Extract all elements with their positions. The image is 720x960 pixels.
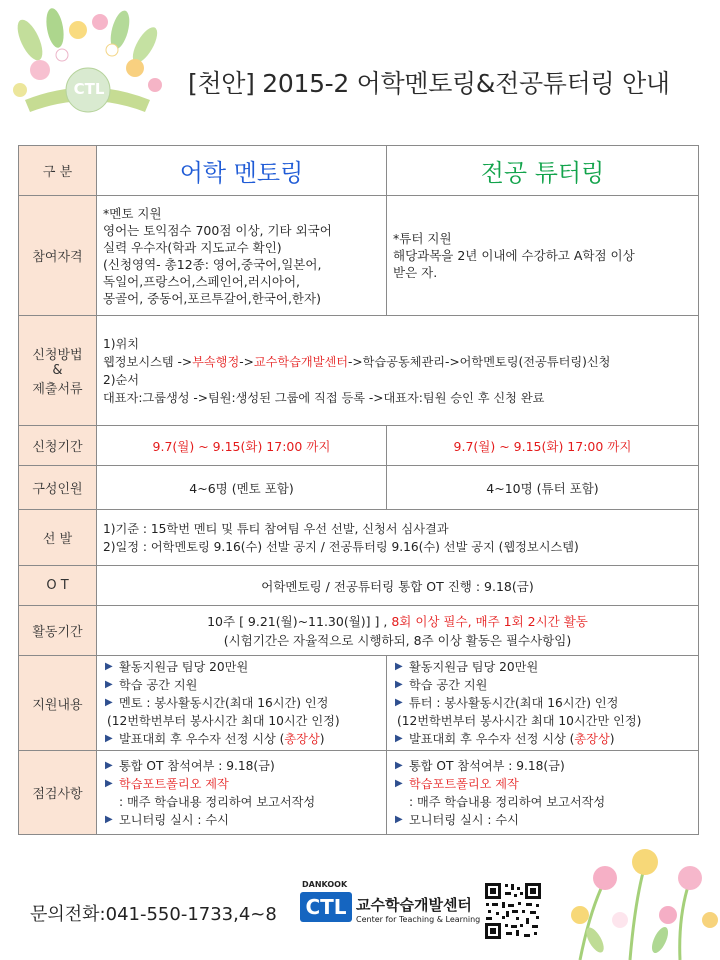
application-row <box>19 316 699 426</box>
list-item-note: (12번학번부터 봉사시간 최대 10시간만 인정) <box>397 714 642 728</box>
list-item: ▶ 학습 공간 지원 <box>395 678 488 692</box>
triangle-bullet-icon: ▶ <box>105 777 113 789</box>
logo-english-name: Center for Teaching & Learning <box>356 915 481 924</box>
triangle-bullet-icon: ▶ <box>395 733 403 744</box>
page-title: [천안] 2015-2 어학멘토링&전공튜터링 안내 <box>188 69 670 98</box>
check-mentor <box>97 751 387 835</box>
logo-korean-name: 교수학습개발센터 <box>356 896 472 914</box>
activity-label: 활동기간 <box>19 606 97 656</box>
eligibility-row <box>19 196 699 316</box>
ctl-badge: CTL <box>73 80 105 98</box>
eligibility-mentor-line: 영어는 토익점수 700점 이상, 기타 외국어 <box>103 222 332 238</box>
list-item: ▶ 통합 OT 참석여부 : 9.18(금) <box>105 758 275 773</box>
triangle-bullet-icon: ▶ <box>395 679 403 690</box>
triangle-bullet-icon: ▶ <box>105 733 113 744</box>
apply-path-arrow: -> <box>239 354 254 369</box>
activity-requirement: 8회 이상 필수, 매주 1회 2시간 활동 <box>391 613 588 629</box>
apply-order-title: 2)순서 <box>103 372 140 387</box>
selection-content <box>97 510 699 566</box>
triangle-bullet-icon: ▶ <box>395 777 403 789</box>
activity-content <box>97 606 699 656</box>
members-mentor: 4~6명 (멘토 포함) <box>97 466 387 510</box>
apply-step-title: 1)위치 <box>103 336 140 351</box>
eligibility-mentor-line: *멘토 지원 <box>103 205 162 221</box>
activity-row <box>19 606 699 656</box>
apply-path-end: ->학습공동체관리->어학멘토링(전공튜터링)신청 <box>348 354 611 369</box>
list-item: ▶ 학습 공간 지원 <box>105 678 198 692</box>
contact-phone: 문의전화:041-550-1733,4~8 <box>30 904 277 925</box>
period-mentor: 9.7(월) ~ 9.15(화) 17:00 까지 <box>97 426 387 466</box>
list-item: ▶ 활동지원금 팀당 20만원 <box>105 660 249 674</box>
list-item: ▶ 멘토 : 봉사활동시간(최대 16시간) 인정 <box>105 696 329 710</box>
floral-decoration-bottom-right <box>550 820 720 960</box>
application-label-line: 제출서류 <box>32 382 83 397</box>
triangle-bullet-icon: ▶ <box>105 661 113 672</box>
list-item-note: : 매주 학습내용 정리하여 보고서작성 <box>119 794 316 809</box>
eligibility-mentor-line: 몽골어, 중동어,포르투갈어,한국어,한자) <box>103 290 321 306</box>
list-item: ▶ 튜터 : 봉사활동시간(최대 16시간) 인정 <box>395 696 619 710</box>
triangle-bullet-icon: ▶ <box>105 679 113 690</box>
application-label-line: 신청방법 <box>32 348 83 363</box>
support-tutor <box>387 656 699 751</box>
eligibility-tutor-line: *튜터 지원 <box>393 231 452 246</box>
eligibility-mentor-line: 독일어,프랑스어,스페인어,러시아어, <box>103 273 301 289</box>
members-tutor: 4~10명 (튜터 포함) <box>387 466 699 510</box>
selection-row <box>19 510 699 566</box>
selection-criteria: 1)기준 : 15학번 멘티 및 튜티 참여팀 우선 선발, 신청서 심사결과 <box>103 521 449 536</box>
support-label: 지원내용 <box>19 656 97 751</box>
triangle-bullet-icon: ▶ <box>105 759 113 771</box>
ot-label: O T <box>19 566 97 606</box>
info-table <box>18 145 699 835</box>
period-row <box>19 426 699 466</box>
eligibility-mentor-line: (신청영역- 총12종: 영어,중국어,일본어, <box>103 256 322 272</box>
list-item: ▶ 통합 OT 참석여부 : 9.18(금) <box>395 758 565 773</box>
apply-path-admin: 부속행정 <box>192 354 240 369</box>
triangle-bullet-icon: ▶ <box>395 813 403 825</box>
eligibility-tutor-line: 받은 자. <box>393 265 438 280</box>
period-label: 신청기간 <box>19 426 97 466</box>
language-mentoring-header: 어학 멘토링 <box>97 146 387 196</box>
period-tutor: 9.7(월) ~ 9.15(화) 17:00 까지 <box>387 426 699 466</box>
triangle-bullet-icon: ▶ <box>105 813 113 825</box>
ot-content: 어학멘토링 / 전공튜터링 통합 OT 진행 : 9.18(금) <box>97 566 699 606</box>
apply-path-start: 웹정보시스템 -> <box>103 354 193 369</box>
list-item-note: (12번학번부터 봉사시간 최대 10시간 인정) <box>107 714 340 728</box>
floral-decoration-top-left <box>0 0 175 150</box>
list-item: ▶ 학습포트폴리오 제작 <box>395 776 519 791</box>
activity-period <box>103 612 692 631</box>
application-label-line: & <box>52 363 63 378</box>
major-tutoring-header: 전공 튜터링 <box>387 146 699 196</box>
list-item: ▶ 발표대회 후 우수자 선정 시상 (총장상) <box>105 732 325 746</box>
eligibility-tutor <box>387 196 699 316</box>
members-row <box>19 466 699 510</box>
table-header-row <box>19 146 699 196</box>
triangle-bullet-icon: ▶ <box>395 759 403 771</box>
eligibility-tutor-line: 해당과목을 2년 이내에 수강하고 A학점 이상 <box>393 248 635 263</box>
activity-note: (시험기간은 자율적으로 시행하되, 8주 이상 활동은 필수사항임) <box>223 632 572 648</box>
list-item: ▶ 학습포트폴리오 제작 <box>105 776 229 791</box>
support-mentor <box>97 656 387 751</box>
members-label: 구성인원 <box>19 466 97 510</box>
list-item: ▶ 활동지원금 팀당 20만원 <box>395 660 539 674</box>
ot-row <box>19 566 699 606</box>
eligibility-mentor-line: 실력 우수자(학과 지도교수 확인) <box>103 239 282 255</box>
triangle-bullet-icon: ▶ <box>395 697 403 708</box>
application-label <box>19 316 97 426</box>
support-row <box>19 656 699 751</box>
triangle-bullet-icon: ▶ <box>395 661 403 672</box>
apply-order: 대표자:그룹생성 ->팀원:생성된 그룹에 직접 등록 ->대표자:팀원 승인 후 신청 완료 <box>103 390 545 405</box>
application-method <box>97 316 699 426</box>
apply-path <box>103 353 692 371</box>
list-item: ▶ 발표대회 후 우수자 선정 시상 (총장상) <box>395 732 615 746</box>
triangle-bullet-icon: ▶ <box>105 697 113 708</box>
activity-weeks: 10주 [ 9.21(월)~11.30(월)] ] , <box>207 613 392 629</box>
eligibility-label: 참여자격 <box>19 196 97 316</box>
apply-path-ctl: 교수학습개발센터 <box>253 354 349 369</box>
check-label: 점검사항 <box>19 751 97 835</box>
list-item-note: : 매주 학습내용 정리하여 보고서작성 <box>409 794 606 809</box>
list-item: ▶ 모니터링 실시 : 수시 <box>105 812 229 827</box>
ctl-logo <box>300 880 481 938</box>
logo-mark: CTL <box>300 892 352 922</box>
qr-code-icon[interactable] <box>482 880 544 942</box>
list-item: ▶ 모니터링 실시 : 수시 <box>395 812 519 827</box>
eligibility-mentor <box>97 196 387 316</box>
category-header: 구 분 <box>19 146 97 196</box>
logo-university-text: DANKOOK <box>302 880 348 889</box>
selection-label: 선 발 <box>19 510 97 566</box>
selection-schedule: 2)일정 : 어학멘토링 9.16(수) 선발 공지 / 전공튜터링 9.16(수) 선발 공지 (웹정보시스템) <box>103 539 579 554</box>
